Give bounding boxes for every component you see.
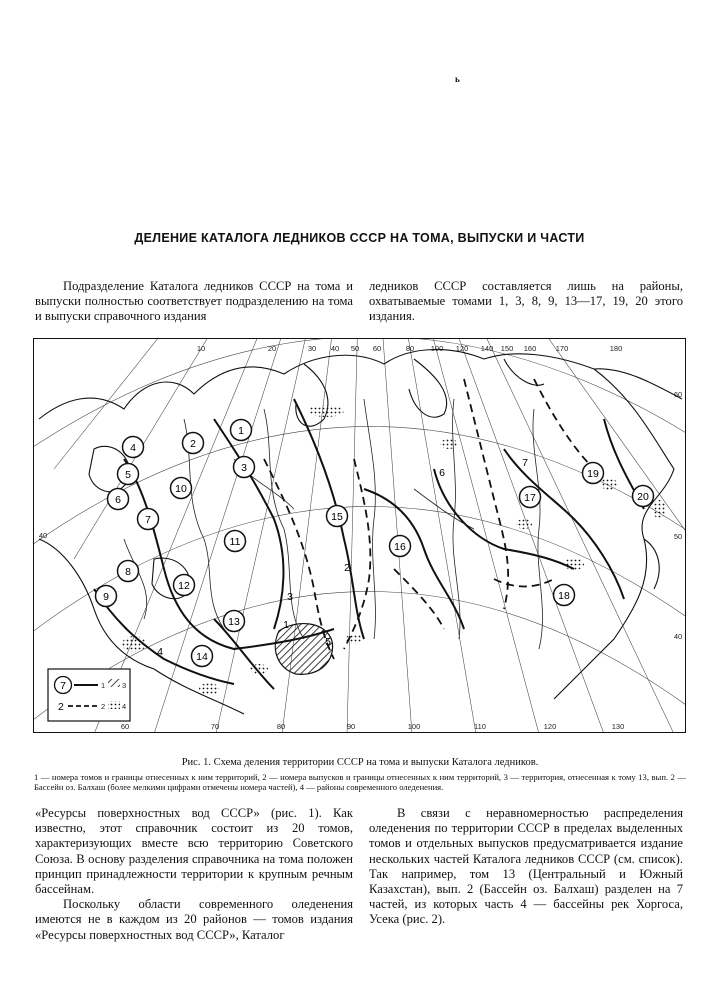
top-longitude-120: 120 [455,344,469,353]
intro-right-column [369,279,683,324]
volume-number-5: 5 [125,469,131,481]
body-right-column [369,806,683,928]
right-latitude-50: 50 [673,532,683,541]
issue-number-4: 4 [157,646,163,658]
body-left-paragraph-2: Поскольку области современного оледенения имеются не в каждом из 20 районов — томов издания «Ресурсы поверхностных вод СССР», Каталог [35,897,353,942]
volume-number-15: 15 [331,511,343,523]
volume-marker-20 [633,486,654,507]
volume-number-3: 3 [241,462,247,474]
volume-number-16: 16 [394,541,406,553]
page-mark: ь [455,74,460,84]
volume-marker-8 [118,561,139,582]
volume-number-11: 11 [229,536,241,548]
volume-marker-14 [192,646,213,667]
bottom-longitude-110: 110 [474,722,486,731]
legend-dots-label: 4 [122,702,127,711]
bottom-longitude-70: 70 [210,722,220,731]
issue-number-5: 5 [325,636,331,648]
bottom-longitude-120: 120 [543,722,557,731]
legend-line-2-label: 2 [101,702,106,711]
volume-number-4: 4 [130,442,136,454]
top-longitude-150: 150 [500,344,514,353]
page-title: ДЕЛЕНИЕ КАТАЛОГА ЛЕДНИКОВ СССР НА ТОМА, ВЫПУСКИ И ЧАСТИ [134,231,585,245]
top-longitude-50: 50 [350,344,360,353]
volume-marker-4 [123,437,144,458]
volume-number-6: 6 [115,494,121,506]
volume-marker-9 [96,586,117,607]
top-longitude-30: 30 [307,344,317,353]
bottom-longitude-80: 80 [276,722,286,731]
right-latitude-60: 60 [673,390,683,399]
volume-marker-15 [327,506,348,527]
left-latitude-labels [39,531,47,540]
issue-markers [157,457,528,658]
bottom-longitude-90: 90 [346,722,356,731]
bottom-longitude-130: 130 [611,722,625,731]
volume-marker-3 [234,457,255,478]
volume-marker-2 [183,433,204,454]
volume-marker-5 [118,464,139,485]
top-longitude-100: 100 [430,344,444,353]
top-longitude-60: 60 [372,344,382,353]
volume-number-2: 2 [190,438,196,450]
issue-number-6: 6 [439,467,445,479]
volume-number-7: 7 [145,514,151,526]
volume-number-20: 20 [637,491,649,503]
top-longitude-160: 160 [523,344,537,353]
volume-marker-10 [171,478,192,499]
volume-number-1: 1 [238,425,244,437]
top-longitude-10: 10 [196,344,206,353]
volume-marker-12 [174,575,195,596]
issue-boundaries [264,379,594,659]
volume-marker-7 [138,509,159,530]
legend-line-1-label: 1 [101,681,106,690]
legend-hatch-label: 3 [122,681,127,690]
volume-marker-11 [225,531,246,552]
balkhash-basin-area [275,624,332,675]
volume-number-19: 19 [587,468,599,480]
volume-number-17: 17 [524,492,536,504]
bottom-longitude-60: 60 [120,722,130,731]
issue-number-1: 1 [283,619,289,631]
volume-number-12: 12 [178,580,190,592]
top-longitude-140: 140 [480,344,494,353]
volume-boundaries [94,399,644,689]
volume-number-10: 10 [175,483,187,495]
body-left-paragraph-1: «Ресурсы поверхностных вод СССР» (рис. 1). Как известно, этот справочник состоит из 20 томов, характеризующих вместе всю территорию Советского Союза. В основу разделения справочника на тома положен принцип принадлежности территории к крупным речным бассейнам. [35,806,353,897]
figure-legend-text: 1 — номера томов и границы отнесенных к ним территорий, 2 — номера выпусков и границы отнесенных к ним территорий, 3 — территория, отнесенная к тому 13, вып. 2 — Бассейн оз. Балхаш (более мелкими цифрами отмечены номера частей), 4 — районы современного оледенения. [34,772,686,792]
volume-number-14: 14 [196,651,208,663]
top-longitude-170: 170 [555,344,569,353]
top-longitude-40: 40 [330,344,340,353]
top-longitude-80: 80 [405,344,415,353]
volume-marker-19 [583,463,604,484]
map-drawing [34,339,686,733]
volume-marker-1 [231,420,252,441]
body-right-paragraph-1: В связи с неравномерностью распределения оледенения по территории СССР в пределах выделенных томов и отдельных выпусков предусматривается издание нескольких частей Каталога ледников СССР (см. список). Так например, том 13 (Центральный и Южный Казахстан), вып. 2 (Бассейн оз. Балхаш) разделен на 7 частей, из которых часть 4 — бассейны рек Хоргоса, Усека (рис. 2). [369,806,683,927]
top-longitude-180: 180 [609,344,623,353]
volume-number-18: 18 [558,590,570,602]
volume-marker-16 [390,536,411,557]
volume-marker-17 [520,487,541,508]
legend-volume-sample: 7 [60,680,66,692]
issue-number-7: 7 [522,457,528,469]
ussr-catalogue-map [33,338,686,733]
top-longitude-labels [197,344,622,353]
volume-number-8: 8 [125,566,131,578]
intro-right-paragraph: ледников СССР составляется лишь на районы, охватываемые томами 1, 3, 8, 9, 13—17, 19, 20 этого издания. [369,279,683,323]
intro-left-column [35,279,353,324]
volume-number-9: 9 [103,591,109,603]
body-left-column [35,806,353,943]
left-latitude-40: 40 [38,531,48,540]
map-legend [48,669,130,721]
right-latitude-40: 40 [673,632,683,641]
right-latitude-labels [674,390,682,641]
volume-marker-13 [224,611,245,632]
issue-number-2: 2 [344,562,350,574]
volume-number-13: 13 [228,616,240,628]
volume-marker-6 [108,489,129,510]
volume-marker-18 [554,585,575,606]
top-longitude-20: 20 [267,344,277,353]
bottom-longitude-100: 100 [407,722,421,731]
issue-number-3: 3 [287,591,293,603]
bottom-longitude-labels [121,722,624,731]
legend-issue-sample: 2 [58,701,64,713]
figure-caption: Рис. 1. Схема деления территории СССР на тома и выпуски Каталога ледников. [181,757,539,768]
intro-left-paragraph: Подразделение Каталога ледников СССР на тома и выпуски полностью соответствует подразделению на тома и выпуски справочного издания [35,279,353,323]
